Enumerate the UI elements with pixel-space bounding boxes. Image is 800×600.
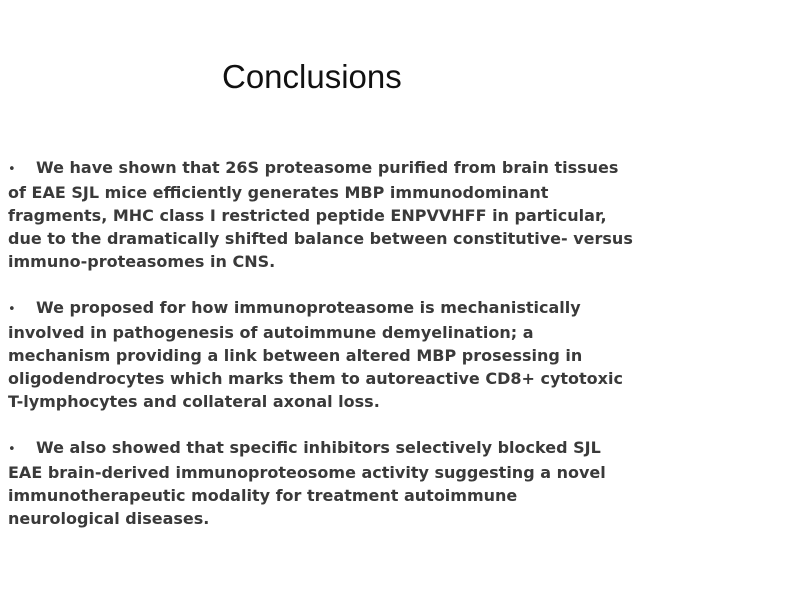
bullet-text: We also showed that specific inhibitors selectively blocked SJL EAE brain-derived immunoproteosome activity suggesting a novel immunotherapeutic modality for treatment autoimmune neurological diseases. <box>8 438 606 528</box>
bullet-marker: • <box>8 162 16 177</box>
bullet-marker: • <box>8 442 16 457</box>
slide-title: Conclusions <box>222 58 402 95</box>
bullet-text: We have shown that 26S proteasome purified from brain tissues of EAE SJL mice efficiently generates MBP immunodominant fragments, MHC class I restricted peptide ENPVVHFF in particular, due to the dramatically shifted balance between constitutive- versus immuno-proteasomes in CNS. <box>8 158 633 271</box>
conclusions-list <box>8 156 633 553</box>
bullet-item-1 <box>8 156 633 273</box>
bullet-item-3 <box>8 436 633 530</box>
bullet-text: We proposed for how immunoproteasome is mechanistically involved in pathogenesis of autoimmune demyelination; a mechanism providing a link between altered MBP prosessing in oligodendrocytes which marks them to autoreactive CD8+ cytotoxic T-lymphocytes and collateral axonal loss. <box>8 298 623 411</box>
bullet-marker: • <box>8 302 16 317</box>
bullet-item-2 <box>8 296 633 413</box>
